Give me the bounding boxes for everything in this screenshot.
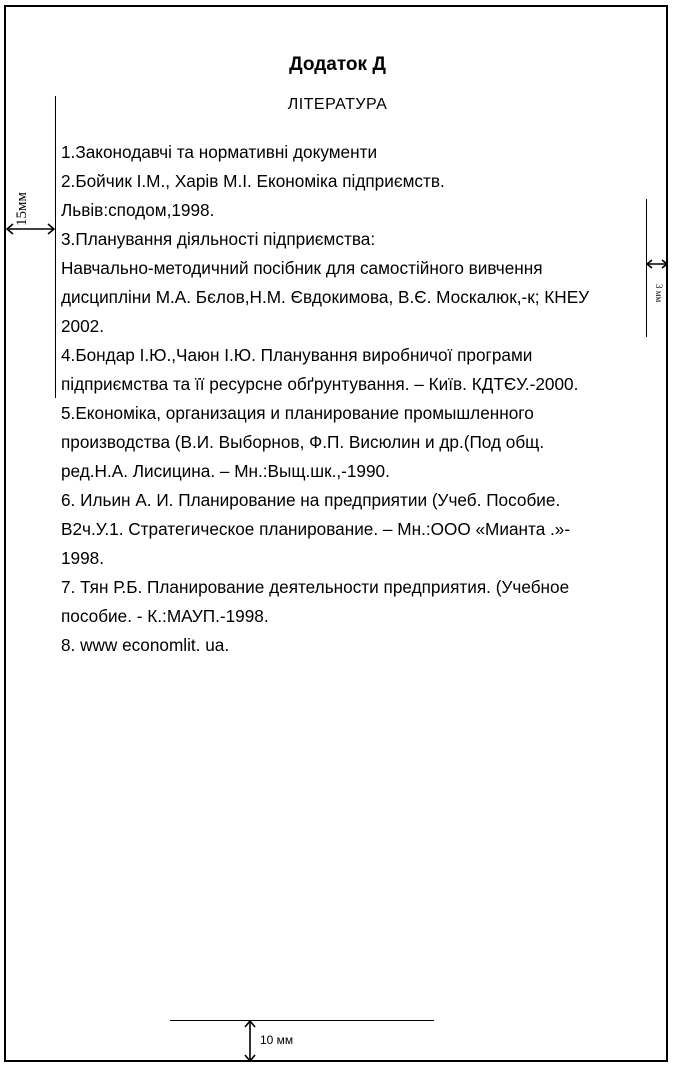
- text-line: 1.Законодавчі та нормативні документи: [61, 142, 378, 162]
- text-line: 2002.: [61, 316, 105, 336]
- text-line: 2.Бойчик І.М., Харів М.І. Економіка підприємств.: [61, 171, 445, 191]
- text-line: 4.Бондар І.Ю.,Чаюн І.Ю. Планування виробничої програми: [61, 345, 533, 365]
- text-line: дисципліни М.А. Бєлов,Н.М. Євдокимова, В.Є. Москалюк,-к; КНЕУ: [61, 287, 590, 307]
- text-line: підприємства та її ресурсне обґрунтування. – Київ. КДТЄУ.-2000.: [61, 374, 579, 394]
- text-line: 1998.: [61, 548, 105, 568]
- bottom-margin-label: 10 мм: [260, 1033, 294, 1047]
- text-line: 8. www economlit. ua.: [61, 635, 230, 655]
- right-margin-label: 3 мм: [654, 284, 664, 303]
- appendix-heading: Додаток Д: [289, 54, 386, 75]
- text-line: 5.Економіка, организация и планирование промышленного: [61, 403, 534, 423]
- text-line: 3.Планування діяльності підприємства:: [61, 229, 376, 249]
- literature-heading: ЛІТЕРАТУРА: [287, 96, 388, 113]
- text-line: Навчально-методичний посібник для самостійного вивчення: [61, 258, 543, 278]
- left-margin-label: 15мм: [14, 192, 30, 226]
- text-line: В2ч.У.1. Стратегическое планирование. – Мн.:ООО «Мианта .»-: [61, 519, 571, 539]
- text-line: 6. Ильин А. И. Планирование на предприятии (Учеб. Пособие.: [61, 490, 561, 510]
- text-line: ред.Н.А. Лисицина. – Мн.:Выщ.шк.,-1990.: [61, 461, 390, 481]
- text-line: Львів:сподом,1998.: [61, 200, 215, 220]
- text-line: 7. Тян Р.Б. Планирование деятельности предприятия. (Учебное: [61, 577, 570, 597]
- text-line: производства (В.И. Выборнов, Ф.П. Висюлин и др.(Под общ.: [61, 432, 545, 452]
- text-line: пособие. - К.:МАУП.-1998.: [61, 606, 269, 626]
